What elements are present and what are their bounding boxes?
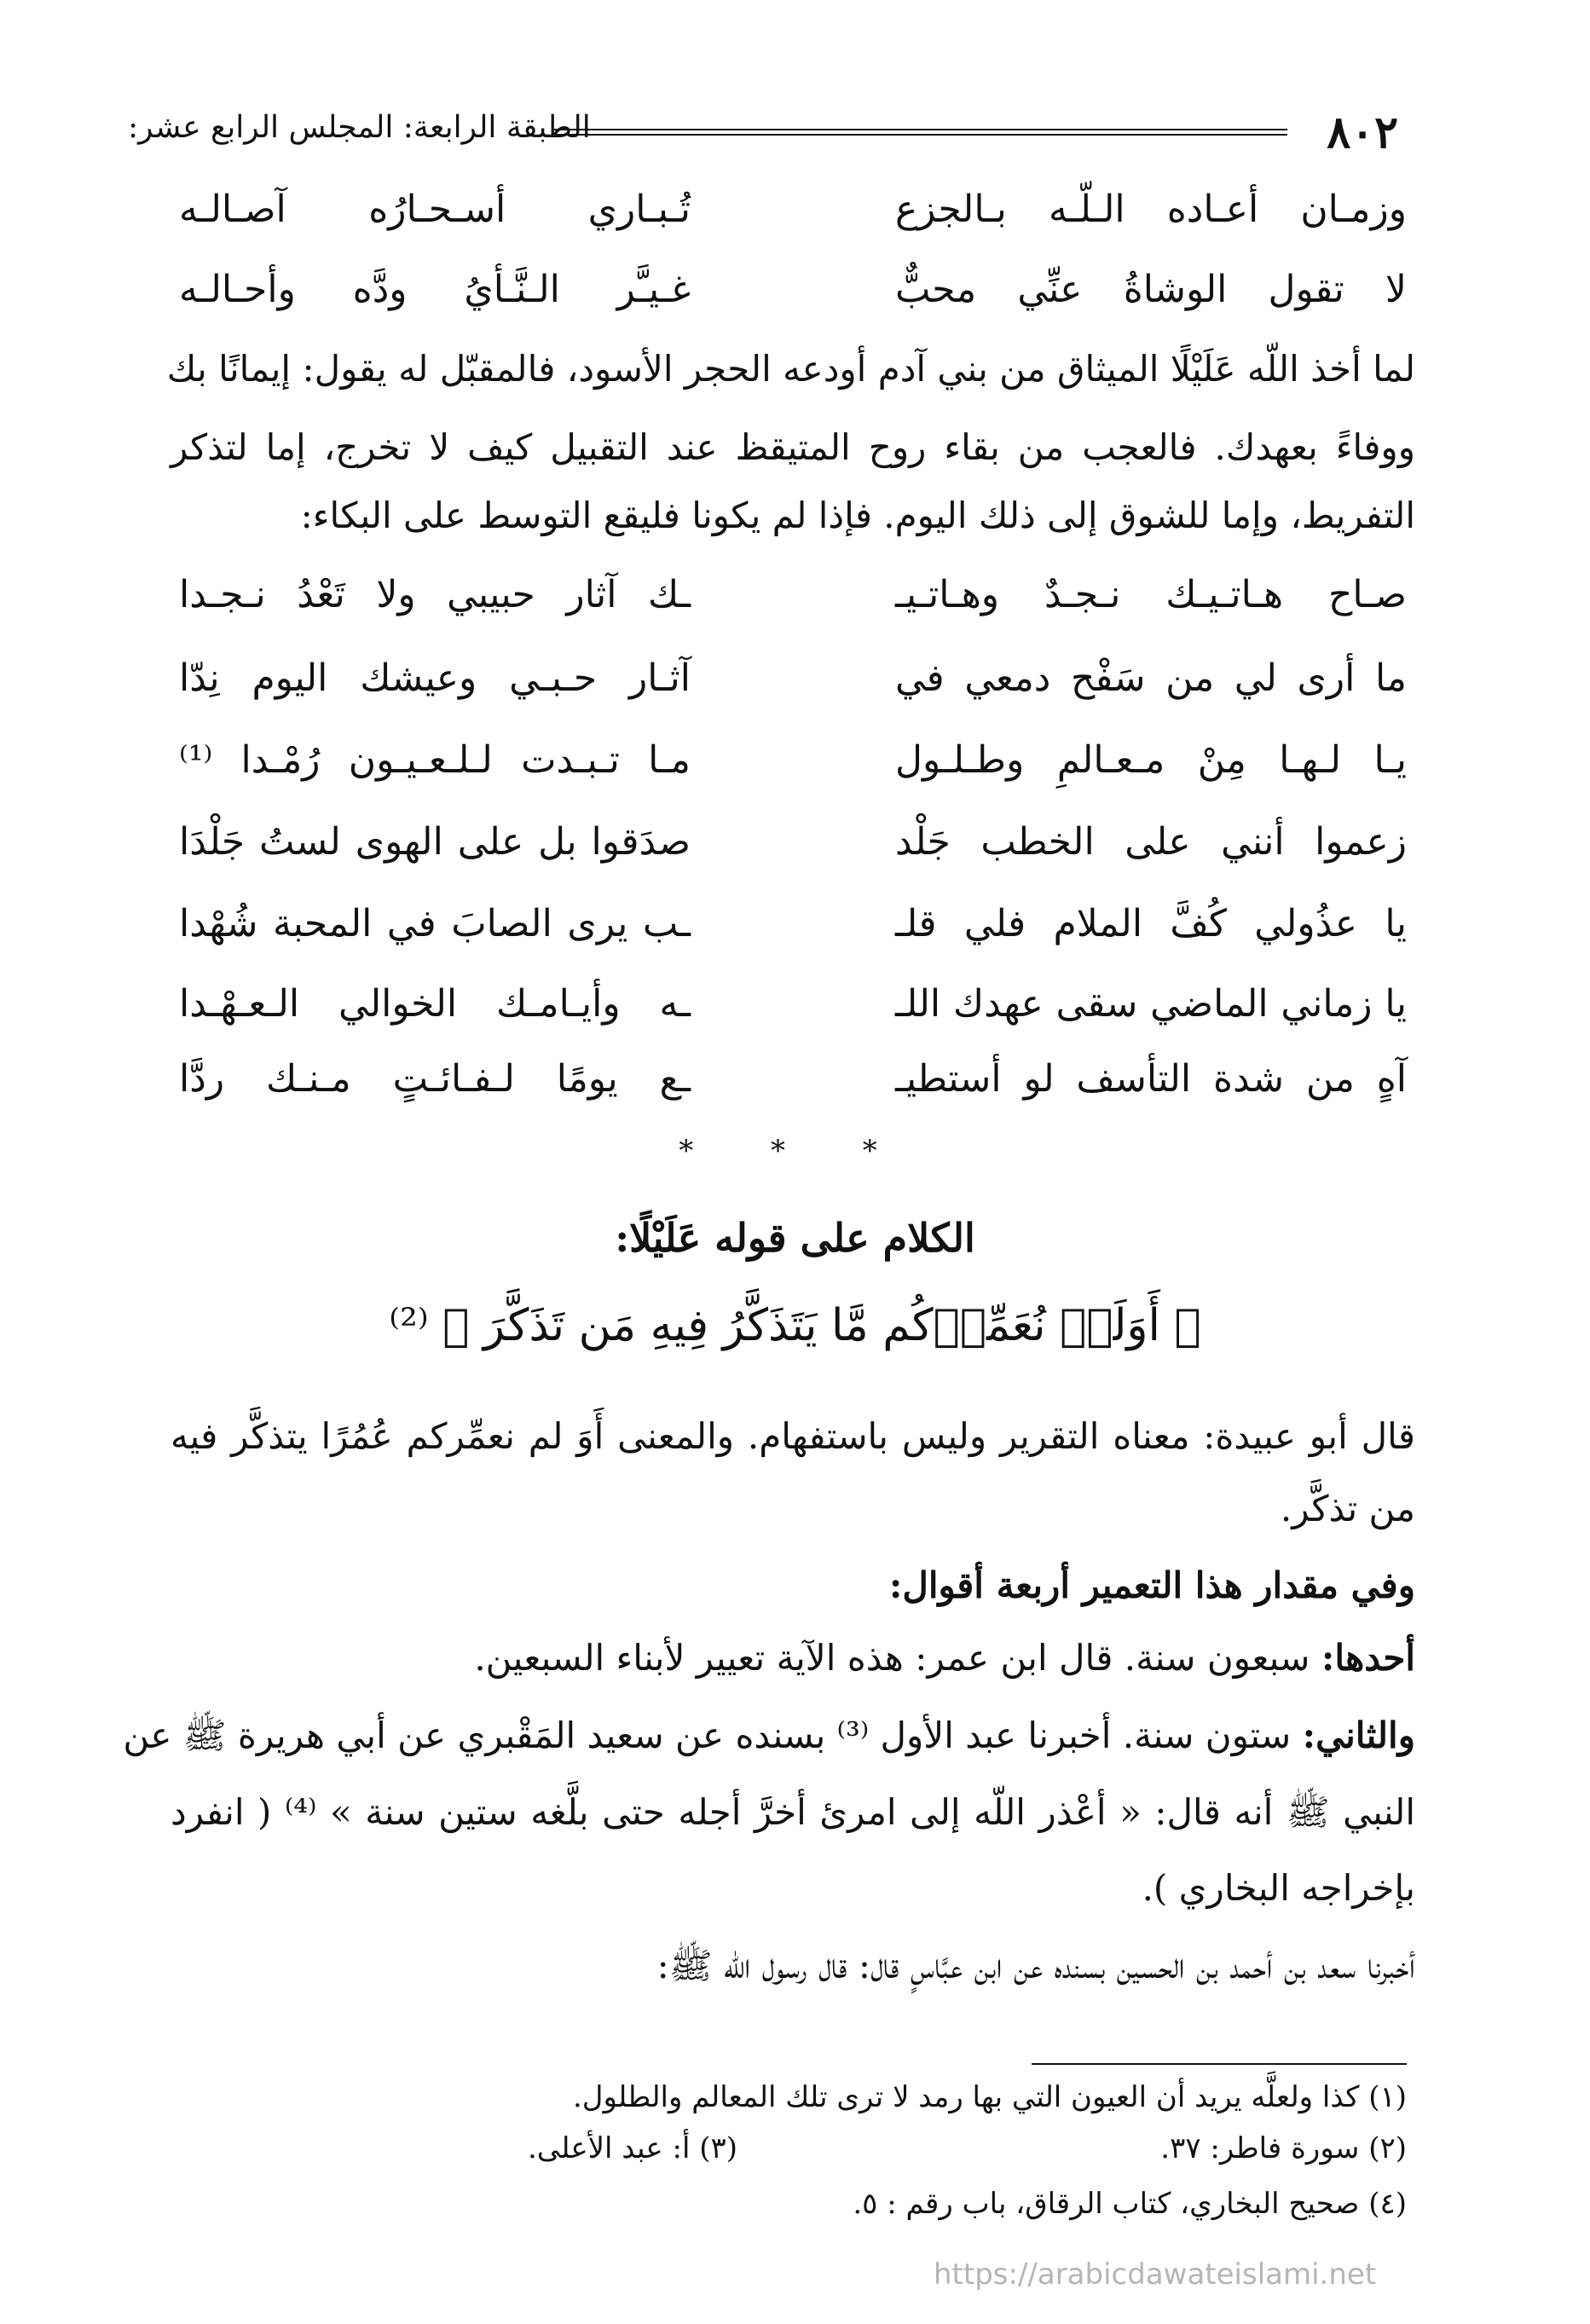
watermark-url: https://arabicdawateislami.net xyxy=(934,2258,1377,2292)
verse-first-hemistich: يـا لـهـا مِنْ مـعـالمِ وطـلـول xyxy=(895,738,1407,782)
section-separator: * * * xyxy=(679,1134,911,1168)
page-number: ٨٠٢ xyxy=(1327,107,1398,159)
verse-line xyxy=(179,268,1407,341)
verse-second-hemistich: ـه وأيـامـك الخوالي الـعـهْـدا xyxy=(179,982,691,1026)
verse-line xyxy=(179,656,1407,730)
item-label: أحدها: xyxy=(1321,1637,1415,1679)
verse-second-hemistich: ـب يرى الصابَ في المحبة شُهْدا xyxy=(179,902,691,945)
verse-second-hemistich: تُـبـاري أسـحـارُه آصـالـه xyxy=(179,188,691,231)
verse-line xyxy=(179,982,1407,1055)
footnote: (٣) أ: عبد الأعلى. xyxy=(527,2131,737,2165)
paragraph-line: من تذكَّر. xyxy=(1280,1488,1415,1529)
paragraph-line: النبي ﷺ أنه قال: « أعْذر اللّه إلى امرئ أخرَّ أجله حتى بلَّغه ستين سنة » ⁽⁴⁾ ( انفرد xyxy=(171,1791,1415,1833)
verse-second-hemistich: صدَقوا بل على الهوى لستُ جَلْدَا xyxy=(179,820,691,864)
running-title: الطبقة الرابعة: المجلس الرابع عشر: xyxy=(128,110,591,145)
verse-line xyxy=(179,188,1407,261)
paragraph-line: ووفاءً بعهدك. فالعجب من بقاء روح المتيقظ عند التقبيل كيف لا تخرج، إما لتذكر xyxy=(171,426,1415,468)
quran-verse: ﴿ أَوَلَمۡ نُعَمِّرۡكُم مَّا يَتَذَكَّرُ فِيهِ مَن تَذَكَّرَ ﴾ ⁽²⁾ xyxy=(389,1300,1201,1351)
verse-first-hemistich: ما أرى لي من سَفْح دمعي في xyxy=(895,656,1407,700)
paragraph-line: التفريط، وإما للشوق إلى ذلك اليوم. فإذا لم يكونا فليقع التوسط على البكاء: xyxy=(300,494,1415,536)
paragraph-line: أخبرنا سعد بن أحمد بن الحسين بسنده عن ابن عبَّاسٍ قال: قال رسول اللّه ﷺ: xyxy=(656,1945,1415,1986)
verse-second-hemistich: مـا تـبـدت لـلـعـيـون رُمْـدا ⁽¹⁾ xyxy=(179,738,691,782)
item-text: ستون سنة. أخبرنا عبد الأول ⁽³⁾ بسنده عن سعيد المَقْبري عن أبي هريرة ﷺ عن xyxy=(123,1714,1303,1756)
header-double-rule xyxy=(554,129,1287,136)
verse-first-hemistich: لا تقول الوشاةُ عنِّي محبٌّ xyxy=(895,268,1407,311)
verse-first-hemistich: صـاح هـاتـيـك نـجـدٌ وهـاتـيـ xyxy=(895,573,1407,616)
item-label: والثاني: xyxy=(1302,1714,1415,1756)
paragraph-line xyxy=(188,1637,1415,1679)
footnote: (٤) صحيح البخاري، كتاب الرقاق، باب رقم : ٥. xyxy=(853,2187,1407,2221)
verse-line xyxy=(179,820,1407,893)
verse-first-hemistich: يا زماني الماضي سقى عهدك اللـ xyxy=(895,982,1407,1026)
verse-line xyxy=(179,738,1407,812)
verse-second-hemistich: ـك آثار حبيبي ولا تَعْدُ نـجـدا xyxy=(179,573,691,616)
paragraph-line: بإخراجه البخاري ). xyxy=(1142,1867,1415,1909)
item-text: سبعون سنة. قال ابن عمر: هذه الآية تعيير لأبناء السبعين. xyxy=(474,1637,1321,1679)
verse-first-hemistich: آهٍ من شدة التأسف لو أستطيـ xyxy=(895,1057,1407,1101)
footnote-rule xyxy=(1032,2063,1407,2065)
footnote: (٢) سورة فاطر: ٣٧. xyxy=(1160,2131,1407,2165)
subheading: وفي مقدار هذا التعمير أربعة أقوال: xyxy=(888,1564,1415,1606)
verse-first-hemistich: وزمـان أعـاده الـلّـه بـالجزع xyxy=(895,188,1407,231)
verse-second-hemistich: آثـار حـبـي وعيشك اليوم نِدّا xyxy=(179,656,691,700)
verse-line xyxy=(179,573,1407,646)
verse-second-hemistich: ـع يومًا لـفـائـتٍ مـنـك ردَّا xyxy=(179,1057,691,1101)
page-header xyxy=(128,107,1398,158)
verse-line xyxy=(179,902,1407,975)
paragraph-line xyxy=(123,1714,1415,1766)
verse-line xyxy=(179,1057,1407,1130)
footnote: (١) كذا ولعلَّه يريد أن العيون التي بها رمد لا ترى تلك المعالم والطلول. xyxy=(572,2080,1407,2114)
section-title: الكلام على قوله عَلَيْلًا: xyxy=(615,1215,975,1261)
paragraph-line: قال أبو عبيدة: معناه التقرير وليس باستفهام. والمعنى أَوَ لم نعمِّركم عُمُرًا يتذكَّر فيه xyxy=(171,1415,1415,1457)
paragraph-line: لما أخذ اللّه عَلَيْلًا الميثاق من بني آدم أودعه الحجر الأسود، فالمقبّل له يقول: إيمانًا بك xyxy=(166,348,1415,390)
verse-first-hemistich: زعموا أنني على الخطب جَلْد xyxy=(895,820,1407,864)
verse-second-hemistich: غـيـَّر الـنَّـأيُ ودَّه وأحـالـه xyxy=(179,268,691,311)
verse-first-hemistich: يا عذُولي كُفَّ الملام فلي قلـ xyxy=(895,902,1407,945)
